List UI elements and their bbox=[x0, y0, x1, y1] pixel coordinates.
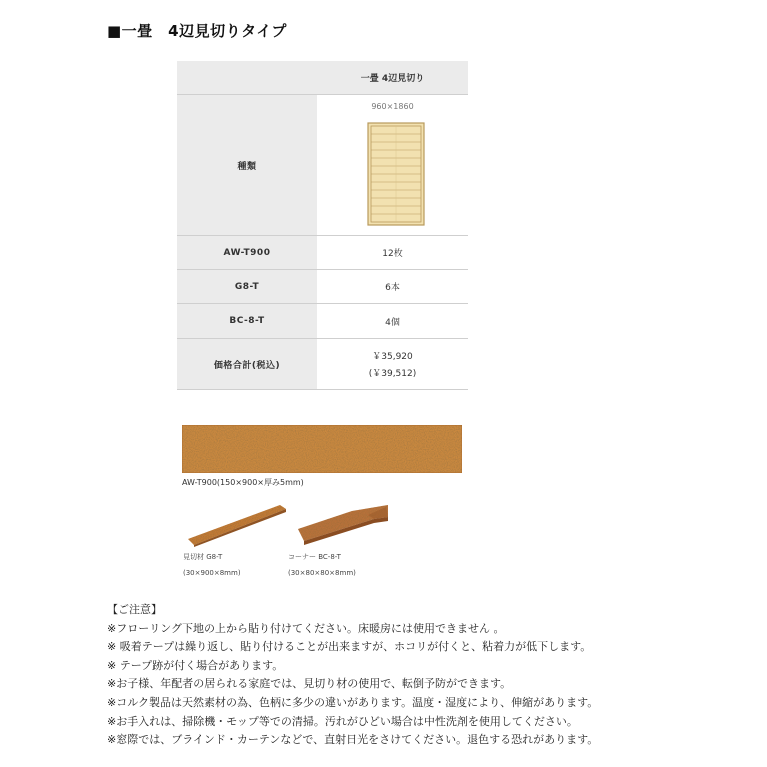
note-item: ※お子様、年配者の居られる家庭では、見切り材の使用で、転倒予防ができます。 bbox=[107, 677, 512, 691]
type-row bbox=[177, 95, 468, 236]
notes-heading: 【ご注意】 bbox=[107, 603, 162, 616]
trim-size: (30×900×8mm) bbox=[183, 569, 241, 577]
type-label: 種類 bbox=[177, 95, 317, 236]
tile-caption: AW-T900(150×900×厚み5mm) bbox=[182, 478, 304, 487]
row-value-bc: 4個 bbox=[317, 304, 468, 339]
table-row bbox=[177, 304, 468, 339]
header-blank-cell bbox=[177, 61, 317, 95]
diagram-cell bbox=[317, 95, 468, 236]
note-item: ※ 吸着テープは繰り返し、貼り付けることが出来ますが、ホコリが付くと、粘着力が低下します。 bbox=[107, 640, 592, 654]
row-label-bc: BC-8-T bbox=[177, 304, 317, 339]
panel-layout-diagram bbox=[367, 122, 425, 226]
spec-table bbox=[177, 61, 468, 390]
trim-image bbox=[182, 503, 288, 547]
page-title: ■一畳 4辺見切りタイプ bbox=[107, 22, 287, 40]
size-label: 960×1860 bbox=[371, 102, 414, 111]
row-label-aw: AW-T900 bbox=[177, 236, 317, 270]
row-label-g8: G8-T bbox=[177, 270, 317, 304]
price-tax-value: (￥39,512) bbox=[368, 369, 417, 379]
row-value-g8: 6本 bbox=[317, 270, 468, 304]
table-header: 一畳 4辺見切り bbox=[317, 61, 468, 95]
corner-image bbox=[294, 503, 392, 547]
trim-caption: 見切材 G8-T bbox=[183, 553, 223, 561]
price-row bbox=[177, 339, 468, 390]
notes-section bbox=[107, 601, 598, 750]
corner-size: (30×80×80×8mm) bbox=[288, 569, 356, 577]
table-header-row bbox=[177, 61, 468, 95]
price-cell bbox=[317, 339, 468, 390]
row-value-aw: 12枚 bbox=[317, 236, 468, 270]
note-item: ※ テープ跡が付く場合があります。 bbox=[107, 658, 284, 672]
price-value: ￥35,920 bbox=[372, 352, 413, 362]
note-item: ※窓際では、ブラインド・カーテンなどで、直射日光をさけてください。退色する恐れがあります。 bbox=[107, 733, 599, 747]
note-item: ※お手入れは、掃除機・モップ等での清掃。汚れがひどい場合は中性洗剤を使用してください。 bbox=[107, 714, 578, 728]
table-row bbox=[177, 236, 468, 270]
corner-caption: コーナー BC-8-T bbox=[288, 553, 341, 561]
table-row bbox=[177, 270, 468, 304]
price-label: 価格合計(税込) bbox=[177, 339, 317, 390]
note-item: ※フローリング下地の上から貼り付けてください。床暖房には使用できません 。 bbox=[107, 621, 505, 635]
note-item: ※コルク製品は天然素材の為、色柄に多少の違いがあります。温度・湿度により、伸縮があります。 bbox=[107, 695, 599, 709]
cork-tile-image bbox=[182, 425, 462, 473]
